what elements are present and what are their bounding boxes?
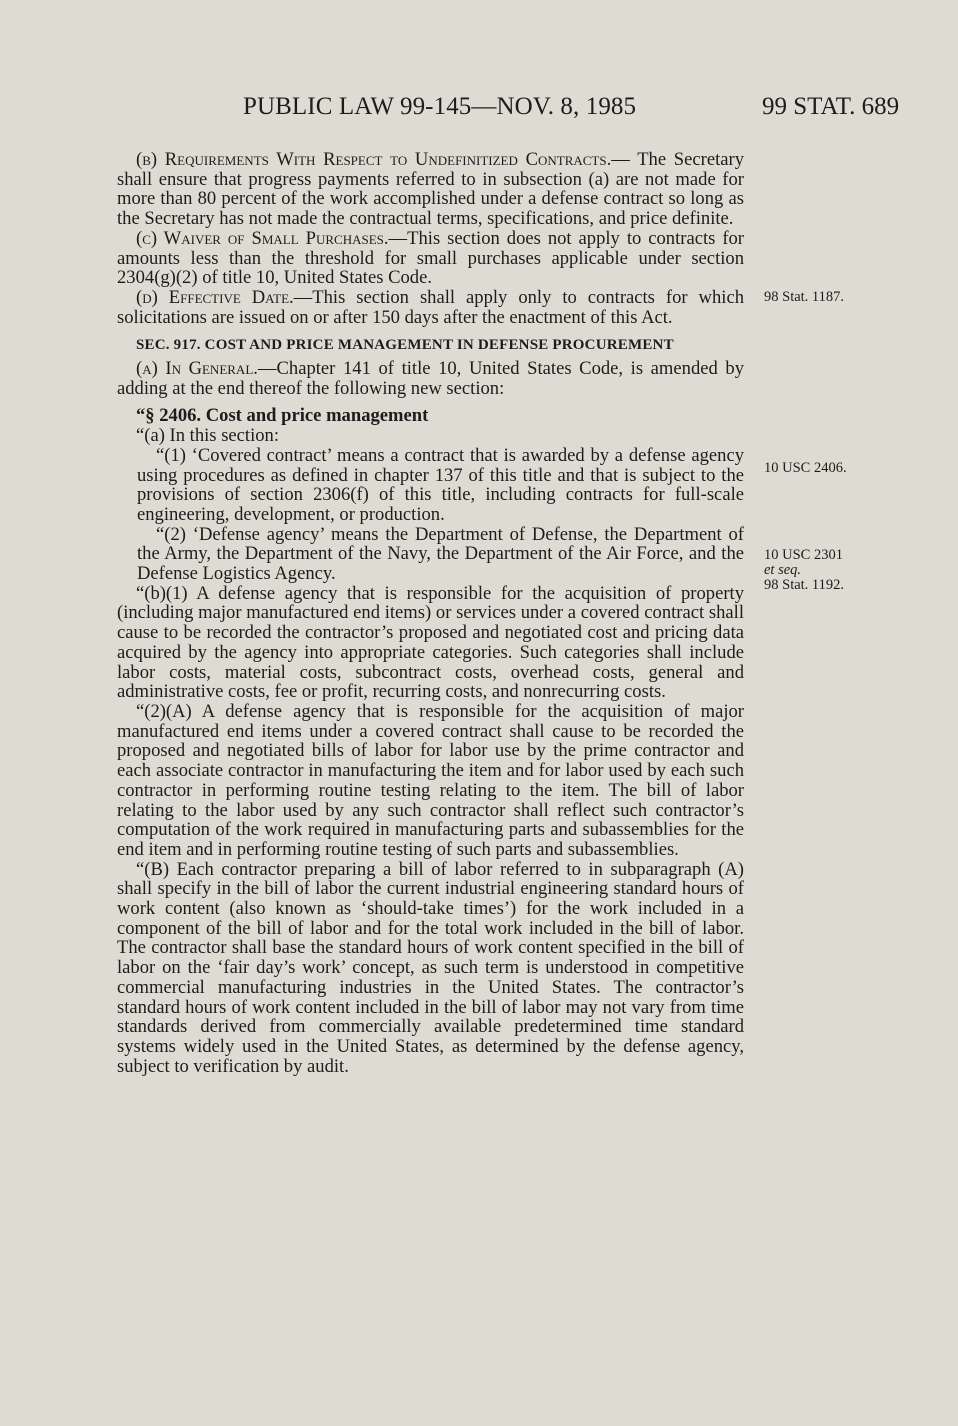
margin-note-usc-2301 <box>764 548 844 593</box>
paragraph-a <box>117 359 744 398</box>
margin-note-stat-1192: 98 Stat. 1192. <box>764 577 845 593</box>
paragraph-d <box>117 288 744 327</box>
margin-note-et-seq: et seq. <box>764 562 802 578</box>
paragraph-b2b: “(B) Each contractor preparing a bill of labor referred to in subparagraph (A) shall specify in the bill of labor the current industrial engineering standard hours of work content (also known as ‘should-take times’) for the work included in a component of the bill of labor and for the total work included in the bill of labor. The contractor shall base the standard hours of work content specified in the bill of labor on the ‘fair day’s work’ concept, as such term is understood in competitive commercial manufacturing industries in the United States. The contractor’s standard hours of work content included in the bill of labor may not vary from time standards derived from commercially available predetermined time standard systems widely used in the United States, as determined by the defense agency, subject to verification by audit. <box>117 858 744 1077</box>
body-text <box>117 150 744 1076</box>
definition-2: “(2) ‘Defense agency’ means the Department of Defense, the Department of the Army, the Department of the Navy, the Department of the Air Force, and the Defense Logistics Agency. <box>137 523 744 585</box>
paragraph-b-text: The Secretary shall ensure that progress payments referred to in subsection (a) are not made for more than 80 percent of the work accomplished under a defense contract so long as the Secretary has not made the contractual terms, specifications, and price definite. <box>117 149 744 230</box>
margin-note-usc-2301-line1: 10 USC 2301 <box>764 547 843 563</box>
paragraph-c-text: This section does not apply to contracts for amounts less than the threshold for small purchases applicable under section 2304(g)(2) of title 10, United States Code. <box>117 227 745 289</box>
page-header-title: PUBLIC LAW 99-145—NOV. 8, 1985 <box>243 93 637 120</box>
definition-1: “(1) ‘Covered contract’ means a contract that is awarded by a defense agency using procedures as defined in chapter 137 of this title and that is subject to the provisions of section 2306(f) of this title, including contracts for full-scale engineering, development, or production. <box>137 444 744 525</box>
section-917-heading: SEC. 917. COST AND PRICE MANAGEMENT IN DEFENSE PROCUREMENT <box>136 337 674 354</box>
page-header-stat: 99 STAT. 689 <box>762 93 900 120</box>
margin-note-stat-1187: 98 Stat. 1187. <box>764 289 845 305</box>
paragraph-d-text: This section shall apply only to contracts for which solicitations are issued on or after 150 days after the enactment of this Act. <box>117 286 744 328</box>
section-2406-title: “§ 2406. Cost and price management <box>136 405 429 427</box>
definitions-intro: “(a) In this section: <box>136 425 280 447</box>
paragraph-b1: “(b)(1) A defense agency that is responsible for the acquisition of property (including major manufactured end items) or services under a covered contract shall cause to be recorded the contractor’s proposed and negotiated cost and pricing data acquired by the agency into appropriate categories. Such categories shall include labor costs, material costs, subcontract costs, overhead costs, general and administrative costs, fee or profit, recurring costs, and nonrecurring costs. <box>117 582 744 703</box>
paragraph-b2a: “(2)(A) A defense agency that is responsible for the acquisition of major manufactured end items under a covered contract shall cause to be recorded the proposed and negotiated bills of labor for labor use by the prime contractor and each associate contractor in manufacturing the item and for labor used by each such contractor in performing routine testing relating to the item. The bill of labor relating to the labor used by any such contractor shall reflect such contractor’s computation of the work required in manufacturing parts and subassemblies for the end item and in performing routine testing of such parts and subassemblies. <box>117 700 744 860</box>
margin-note-usc-2406: 10 USC 2406. <box>764 460 847 476</box>
paragraph-d-heading: (d) Effective Date.— <box>136 286 313 308</box>
paragraph-a-text: Chapter 141 of title 10, United States Code, is amended by adding at the end thereof the following new section: <box>117 358 744 399</box>
paragraph-b <box>117 150 744 229</box>
paragraph-c <box>117 229 744 288</box>
paragraph-a-heading: (a) In General.— <box>136 358 277 380</box>
paragraph-c-heading: (c) Waiver of Small Purchases.— <box>136 227 408 249</box>
paragraph-b-heading: (b) Requirements With Respect to Undefinitized Contracts.— <box>136 149 630 170</box>
